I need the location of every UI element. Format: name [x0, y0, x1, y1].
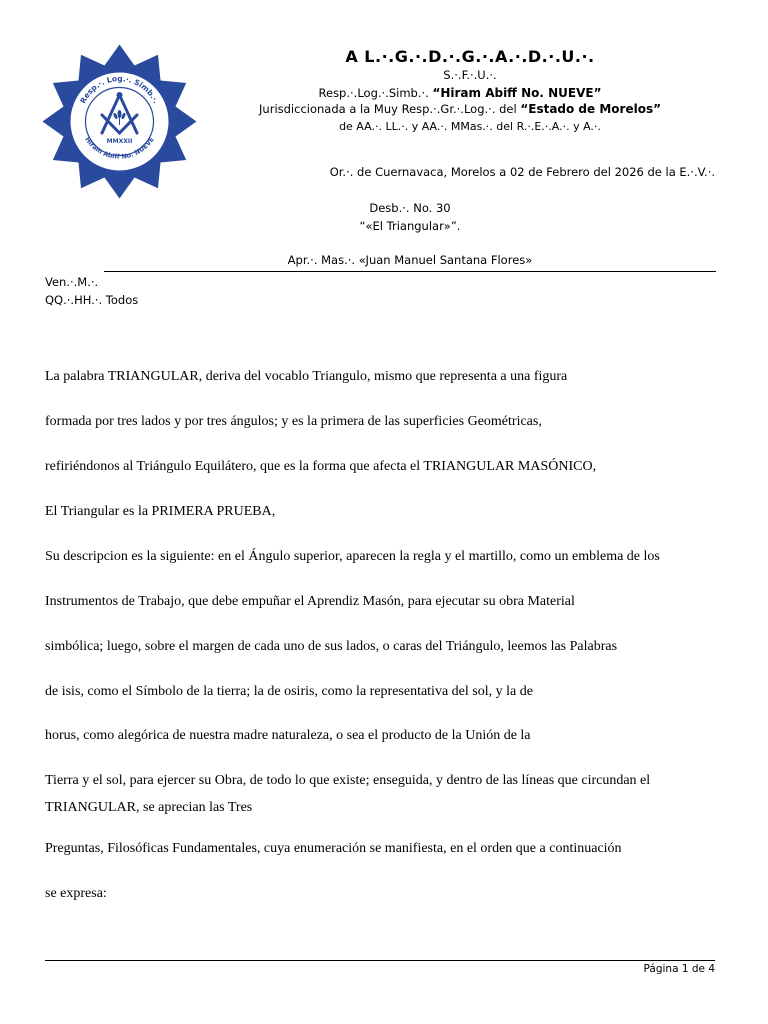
header-rite-line: de AA.·. LL.·. y AA.·. MMas.·. del R.·.E.·.A.·. y A.·.	[339, 120, 601, 133]
logo-arc-text: Resp.·. Log.·. Simb.·.	[78, 74, 161, 105]
header-jurisdiction-prefix: Jurisdiccionada a la Muy Resp.·.Gr.·.Log.·. del	[259, 102, 517, 116]
document-number: Desb.·. No. 30	[369, 201, 451, 215]
salutation-line-2: QQ.·.HH.·. Todos	[45, 293, 139, 307]
body-paragraph: Preguntas, Filosóficas Fundamentales, cuya enumeración se manifiesta, en el orden que a continuación	[45, 841, 622, 856]
body-paragraph: Su descripcion es la siguiente: en el Ángulo superior, aparecen la regla y el martillo, como un emblema de los	[45, 549, 660, 564]
body-paragraph: La palabra TRIANGULAR, deriva del vocablo Triangulo, mismo que representa a una figura	[45, 369, 568, 384]
lodge-logo	[42, 43, 197, 200]
body-paragraph: simbólica; luego, sobre el margen de cada uno de sus lados, o caras del Triángulo, leemos las Palabras	[45, 639, 618, 654]
salutation-line-1: Ven.·.M.·.	[45, 275, 99, 289]
logo-bottom-text: Hiram Abiff No. NUEVE	[83, 135, 156, 161]
header-lodge-prefix: Resp.·.Log.·.Simb.·.	[318, 86, 429, 100]
header-lodge-name: “Hiram Abiff No. NUEVE”	[432, 86, 602, 100]
header-jurisdiction-line	[200, 100, 720, 118]
body-paragraph: se expresa:	[45, 886, 107, 901]
salutation	[45, 273, 138, 309]
page-number: Página 1 de 4	[643, 963, 715, 975]
date-line: Or.·. de Cuernavaca, Morelos a 02 de Febrero del 2026 de la E.·.V.·.	[329, 165, 715, 179]
document-title: “«El Triangular»”.	[359, 219, 461, 233]
body-paragraph: formada por tres lados y por tres ángulos; y es la primera de las superficies Geométricas,	[45, 414, 542, 429]
author-line: Apr.·. Mas.·. «Juan Manuel Santana Flores»	[287, 253, 533, 267]
body-paragraph: de isis, como el Símbolo de la tierra; la de osiris, como la representativa del sol, y la de	[45, 684, 533, 699]
logo-year: MMXXII	[106, 138, 133, 145]
footer-divider	[45, 960, 715, 961]
header-divider	[104, 271, 716, 272]
header-state-name: “Estado de Morelos”	[520, 102, 661, 116]
body-paragraph: horus, como alegórica de nuestra madre naturaleza, o sea el producto de la Unión de la	[45, 728, 531, 743]
body-paragraph: Instrumentos de Trabajo, que debe empuñar el Aprendiz Masón, para ejecutar su obra Material	[45, 594, 575, 609]
body-paragraph: El Triangular es la PRIMERA PRUEBA,	[45, 504, 276, 519]
header-line-sfu: S.·.F.·.U.·.	[443, 68, 497, 82]
body-paragraph: refiriéndonos al Triángulo Equilátero, que es la forma que afecta el TRIANGULAR MASÓNICO,	[45, 459, 597, 474]
header-title: A L.·.G.·.D.·.G.·.A.·.D.·.U.·.	[345, 47, 595, 66]
body-paragraph: Tierra y el sol, para ejercer su Obra, de todo lo que existe; enseguida, y dentro de las líneas que circundan el TRIANGULAR, se aprecian las Tres	[45, 773, 651, 815]
letterhead	[200, 47, 720, 136]
document-reference	[300, 199, 520, 235]
